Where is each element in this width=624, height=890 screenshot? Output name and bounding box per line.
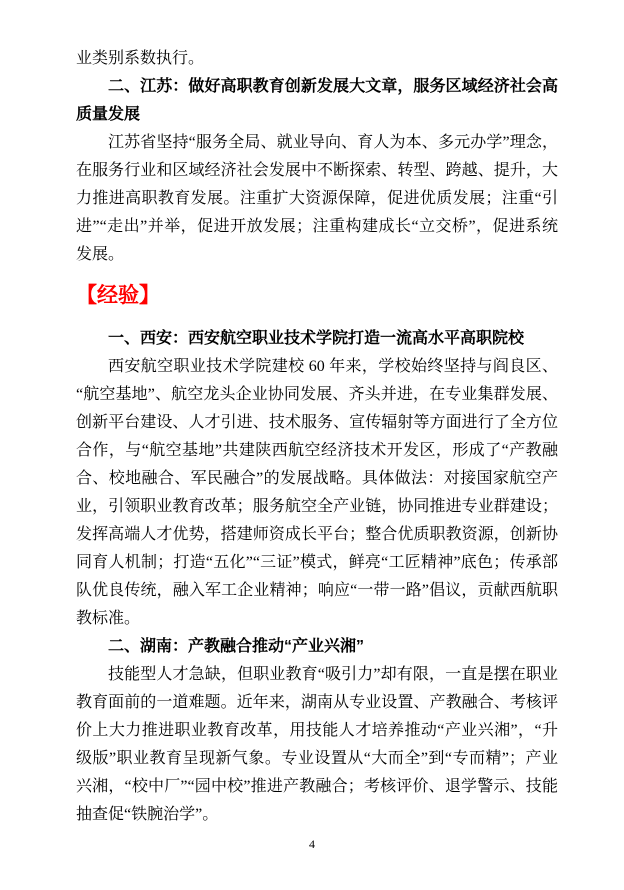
experience-section-label: 【经验】 [76, 284, 160, 307]
document-content [76, 45, 558, 829]
paragraph-jiangsu: 江苏省坚持“服务全局、就业导向、育人为本、多元办学”理念，在服务行业和区域经济社会发展中不断探索、转型、跨越、提升，大力推进高职教育发展。注重扩大资源保障，促进优质发展；注重“引进”“走出”并举，促进开放发展；注重构建成长“立交桥”，促进系统发展。 [76, 134, 558, 263]
page-footer [0, 835, 624, 853]
paragraph-xian: 西安航空职业技术学院建校 60 年来，学校始终坚持与阎良区、“航空基地”、航空龙头企业协同发展、齐头并进，在专业集群发展、创新平台建设、人才引进、技术服务、宣传辐射等方面进行了全方位合作，与“航空基地”共建陕西航空经济技术开发区，形成了“产教融合、校地融合、军民融合”的发展战略。具体做法：对接国家航空产业，引领职业教育改革；服务航空全产业链，协同推进专业群建设；发挥高端人才优势，搭建师资成长平台；整合优质职教资源，创新协同育人机制；打造“五化”“三证”模式，鲜亮“工匠精神”底色；传承部队优良传统，融入军工企业精神；响应“一带一路”倡议，贡献西航职教标准。 [76, 358, 558, 627]
heading-jiangsu: 二、江苏：做好高职教育创新发展大文章，服务区域经济社会高质量发展 [76, 78, 558, 123]
heading-xian: 一、西安：西安航空职业技术学院打造一流高水平高职院校 [108, 330, 525, 347]
paragraph-hunan: 技能型人才急缺，但职业教育“吸引力”却有限，一直是摆在职业教育面前的一道难题。近年来，湖南从专业设置、产教融合、考核评价上大力推进职业教育改革，用技能人才培养推动“产业兴湘”，“升级版”职业教育呈现新气象。专业设置从“大而全”到“专而精”；产业兴湘，“校中厂”“园中校”推进产教融合；考核评价、退学警示、技能抽查促“铁腕治学”。 [76, 666, 558, 823]
heading-hunan: 二、湖南：产教融合推动“产业兴湘” [108, 638, 365, 655]
page-number: 4 [309, 837, 315, 851]
paragraph-continuation: 业类别系数执行。 [76, 50, 205, 67]
